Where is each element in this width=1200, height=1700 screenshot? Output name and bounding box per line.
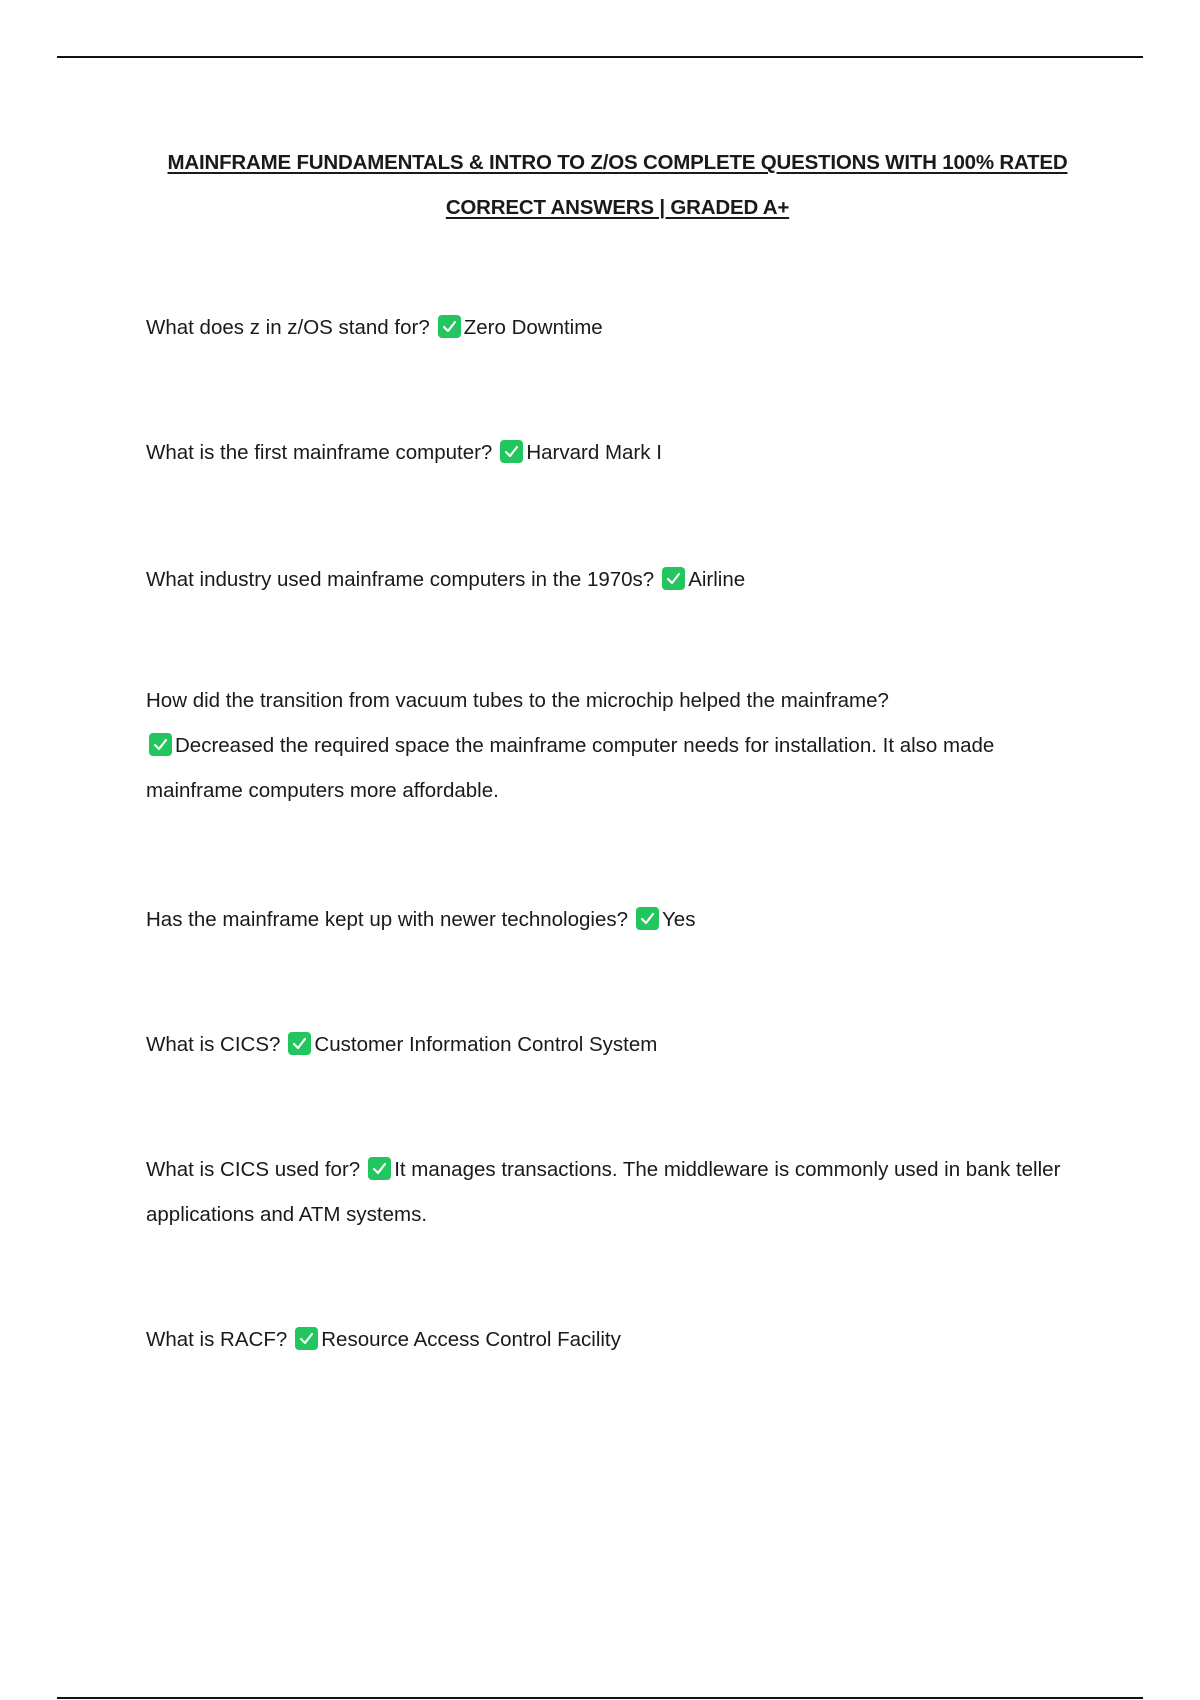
question-text: What is CICS used for? <box>146 1158 361 1181</box>
qa-item <box>146 430 1086 475</box>
answer-text: Resource Access Control Facility <box>321 1328 621 1351</box>
header-rule <box>57 56 1143 58</box>
question-text: What is the first mainframe computer? <box>146 441 493 464</box>
green-checkmark-icon <box>368 1157 391 1180</box>
question-text: What industry used mainframe computers in the 1970s? <box>146 568 655 591</box>
document-title: MAINFRAME FUNDAMENTALS & INTRO TO Z/OS COMPLETE QUESTIONS WITH 100% RATED CORRECT ANSWERS | GRADED A+ <box>167 151 1068 219</box>
qa-item <box>146 897 1086 942</box>
qa-item <box>146 1147 1086 1237</box>
question-text: What is CICS? <box>146 1033 281 1056</box>
footer-rule <box>57 1697 1143 1699</box>
green-checkmark-icon <box>288 1032 311 1055</box>
green-checkmark-icon <box>438 315 461 338</box>
green-checkmark-icon <box>500 440 523 463</box>
qa-item <box>146 1022 1086 1067</box>
green-checkmark-icon <box>636 907 659 930</box>
answer-block <box>146 723 1086 813</box>
green-checkmark-icon <box>662 567 685 590</box>
answer-text: Airline <box>688 568 746 591</box>
qa-item <box>146 305 1086 350</box>
answer-text: Zero Downtime <box>463 316 603 339</box>
answer-text: Harvard Mark I <box>526 441 662 464</box>
question-text: Has the mainframe kept up with newer technologies? <box>146 908 629 931</box>
answer-text: Customer Information Control System <box>314 1033 658 1056</box>
qa-item <box>146 678 1086 813</box>
qa-item <box>146 1317 1086 1362</box>
qa-item <box>146 557 1086 602</box>
question-text: What does z in z/OS stand for? <box>146 316 430 339</box>
answer-text: Decreased the required space the mainframe computer needs for installation. It also made mainframe computers more affordable. <box>146 734 995 802</box>
question-text: How did the transition from vacuum tubes to the microchip helped the mainframe? <box>146 689 889 712</box>
answer-text: It manages transactions. The middleware is commonly used in bank teller applications and ATM systems. <box>146 1158 1061 1226</box>
green-checkmark-icon <box>295 1327 318 1350</box>
green-checkmark-icon <box>149 733 172 756</box>
question-text: What is RACF? <box>146 1328 288 1351</box>
answer-text: Yes <box>662 908 696 931</box>
